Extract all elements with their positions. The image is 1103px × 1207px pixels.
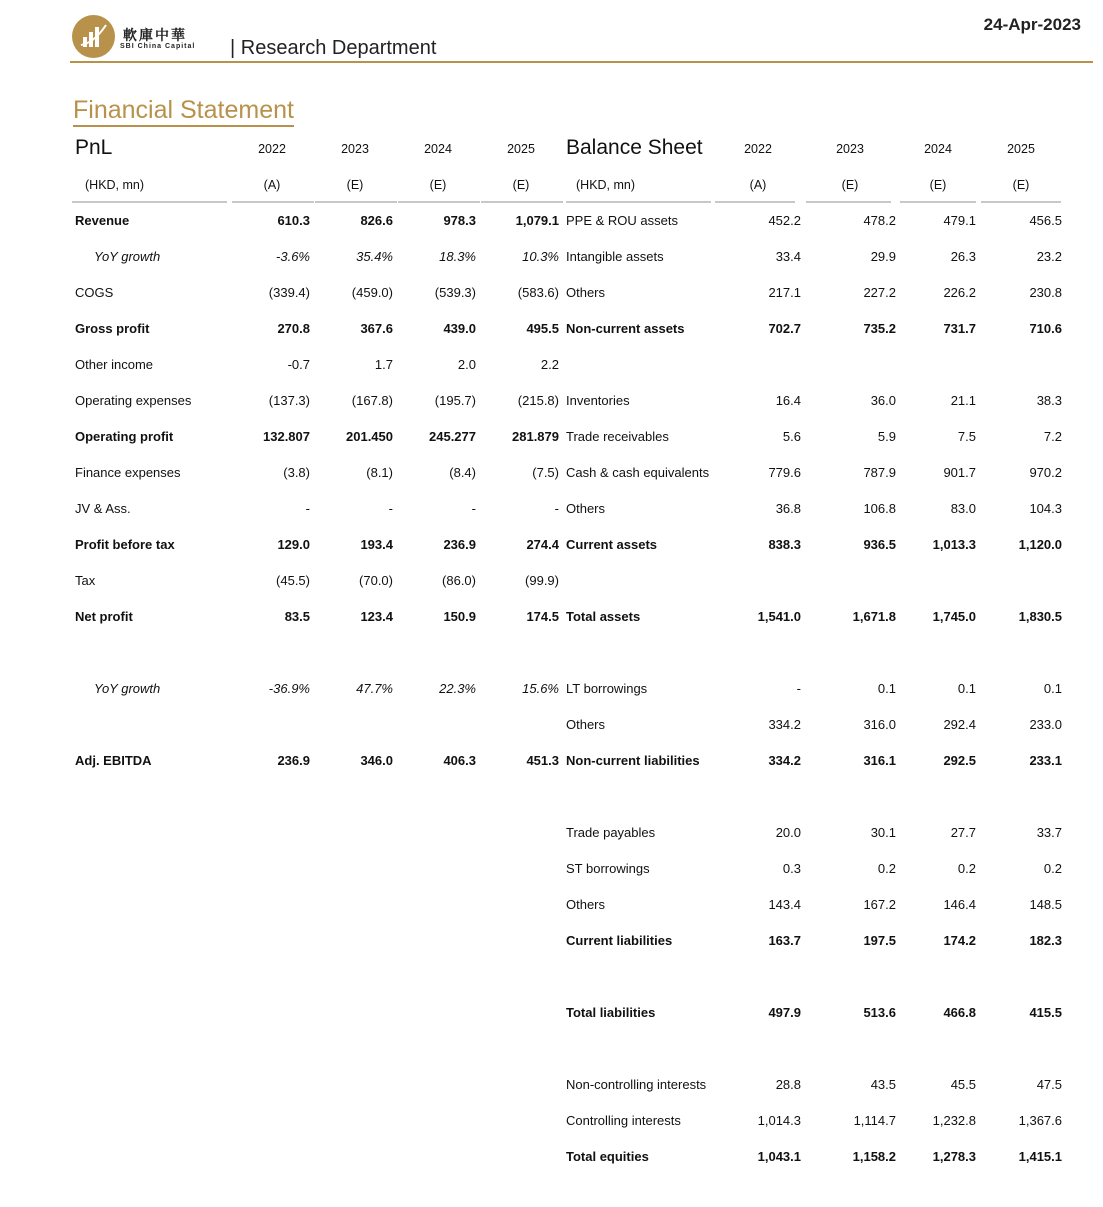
row-value: (99.9) xyxy=(525,573,559,588)
row-value: 406.3 xyxy=(443,753,476,768)
section-title: Financial Statement xyxy=(73,95,294,127)
row-value: 513.6 xyxy=(863,1005,896,1020)
row-value: 23.2 xyxy=(1036,249,1062,264)
row-value: 274.4 xyxy=(526,537,559,552)
row-value: 1,367.6 xyxy=(1018,1113,1062,1128)
table-row xyxy=(563,779,1063,815)
row-value: 7.5 xyxy=(957,429,976,444)
bs-title: Balance Sheet xyxy=(566,136,703,159)
header-divider xyxy=(70,61,1093,63)
row-value: 316.1 xyxy=(863,753,896,768)
table-row xyxy=(563,563,1063,599)
table-row xyxy=(72,527,562,563)
pnl-unit: (HKD, mn) xyxy=(85,178,145,192)
row-value: 270.8 xyxy=(277,321,310,336)
row-label: Current assets xyxy=(566,537,658,552)
row-value: 27.7 xyxy=(950,825,976,840)
row-value: 197.5 xyxy=(863,933,896,948)
row-label: PPE & ROU assets xyxy=(566,213,678,228)
row-label: Total equities xyxy=(566,1149,649,1164)
row-label: Adj. EBITDA xyxy=(75,753,152,768)
row-value: (8.4) xyxy=(449,465,476,480)
row-value: 367.6 xyxy=(360,321,393,336)
row-label: YoY growth xyxy=(94,681,161,696)
row-value: 0.1 xyxy=(1043,681,1062,696)
row-value: 901.7 xyxy=(943,465,976,480)
row-value: 22.3% xyxy=(439,681,476,696)
row-value: 0.2 xyxy=(877,861,896,876)
row-value: 456.5 xyxy=(1029,213,1062,228)
table-row xyxy=(72,275,562,311)
bs-year-header: 2024 xyxy=(924,142,952,156)
row-value: 346.0 xyxy=(360,753,393,768)
row-label: Others xyxy=(566,285,606,300)
row-value: 217.1 xyxy=(768,285,801,300)
table-row xyxy=(563,527,1063,563)
row-value: 35.4% xyxy=(356,249,393,264)
row-value: 104.3 xyxy=(1029,501,1062,516)
table-row xyxy=(563,707,1063,743)
row-value: (459.0) xyxy=(351,285,393,300)
row-value: (45.5) xyxy=(276,573,310,588)
row-value: 43.5 xyxy=(870,1077,896,1092)
table-row xyxy=(72,347,562,383)
bs-type-header: (E) xyxy=(841,178,859,192)
row-value: -0.7 xyxy=(287,357,310,372)
table-row xyxy=(563,599,1063,635)
table-row xyxy=(563,887,1063,923)
row-value: (8.1) xyxy=(366,465,393,480)
row-value: (195.7) xyxy=(434,393,476,408)
row-value: 2.2 xyxy=(540,357,559,372)
row-value: 146.4 xyxy=(943,897,976,912)
row-label: Operating expenses xyxy=(75,393,192,408)
row-label: Net profit xyxy=(75,609,133,624)
bs-type-header: (E) xyxy=(1012,178,1030,192)
bs-type-header: (E) xyxy=(929,178,947,192)
row-value: 163.7 xyxy=(768,933,801,948)
table-row xyxy=(563,239,1063,275)
table-row xyxy=(563,1139,1063,1175)
table-row xyxy=(72,419,562,455)
table-row xyxy=(563,419,1063,455)
row-value: 233.1 xyxy=(1029,753,1062,768)
row-label: Trade payables xyxy=(566,825,656,840)
row-value: 245.277 xyxy=(429,429,476,444)
row-value: 36.0 xyxy=(870,393,896,408)
table-row xyxy=(72,563,562,599)
row-value: 281.879 xyxy=(512,429,559,444)
row-label: Revenue xyxy=(75,213,130,228)
row-label: Others xyxy=(566,717,606,732)
row-value: 29.9 xyxy=(870,249,896,264)
pnl-year-header: 2024 xyxy=(424,142,452,156)
bs-unit: (HKD, mn) xyxy=(576,178,636,192)
bs-year-header: 2025 xyxy=(1007,142,1035,156)
row-value: 1,079.1 xyxy=(515,213,559,228)
pnl-type-header: (E) xyxy=(512,178,530,192)
row-label: Intangible assets xyxy=(566,249,664,264)
row-value: 123.4 xyxy=(360,609,393,624)
row-value: 2.0 xyxy=(457,357,476,372)
row-value: 452.2 xyxy=(768,213,801,228)
pnl-type-header: (E) xyxy=(429,178,447,192)
table-row xyxy=(563,635,1063,671)
row-label: Non-controlling interests xyxy=(566,1077,707,1092)
row-value: 30.1 xyxy=(870,825,896,840)
table-row xyxy=(72,491,562,527)
bs-header-row xyxy=(563,130,1063,166)
row-value: (70.0) xyxy=(359,573,393,588)
row-value: - xyxy=(388,501,393,516)
table-row xyxy=(72,599,562,635)
row-value: 466.8 xyxy=(943,1005,976,1020)
row-value: - xyxy=(554,501,559,516)
row-value: 478.2 xyxy=(863,213,896,228)
row-value: 0.3 xyxy=(782,861,801,876)
table-row xyxy=(563,1103,1063,1139)
row-value: 779.6 xyxy=(768,465,801,480)
row-value: 129.0 xyxy=(277,537,310,552)
row-value: -3.6% xyxy=(276,249,310,264)
row-value: 497.9 xyxy=(768,1005,801,1020)
row-value: (339.4) xyxy=(268,285,310,300)
row-value: (86.0) xyxy=(442,573,476,588)
row-value: 230.8 xyxy=(1029,285,1062,300)
row-label: Finance expenses xyxy=(75,465,181,480)
row-value: - xyxy=(796,681,801,696)
row-value: 201.450 xyxy=(346,429,393,444)
logo-chinese-name: 軟庫中華 xyxy=(123,28,187,44)
table-row xyxy=(563,1031,1063,1067)
row-value: 1,232.8 xyxy=(932,1113,976,1128)
row-value: 334.2 xyxy=(768,717,801,732)
row-value: 45.5 xyxy=(950,1077,976,1092)
row-value: 10.3% xyxy=(522,249,559,264)
row-value: 1,671.8 xyxy=(852,609,896,624)
row-value: - xyxy=(305,501,310,516)
row-label: Profit before tax xyxy=(75,537,175,552)
table-row xyxy=(563,923,1063,959)
row-value: 193.4 xyxy=(360,537,393,552)
row-value: 292.4 xyxy=(943,717,976,732)
row-value: 0.2 xyxy=(957,861,976,876)
table-row xyxy=(72,311,562,347)
row-label: Total liabilities xyxy=(566,1005,656,1020)
row-value: 148.5 xyxy=(1029,897,1062,912)
row-value: 38.3 xyxy=(1036,393,1062,408)
row-value: 33.7 xyxy=(1036,825,1062,840)
table-row xyxy=(72,707,562,743)
row-value: 26.3 xyxy=(950,249,976,264)
table-row xyxy=(72,743,562,779)
row-label: YoY growth xyxy=(94,249,161,264)
row-value: 1.7 xyxy=(374,357,393,372)
row-value: 334.2 xyxy=(768,753,801,768)
row-value: 495.5 xyxy=(526,321,559,336)
table-row xyxy=(563,455,1063,491)
row-value: (3.8) xyxy=(283,465,310,480)
table-row xyxy=(563,1067,1063,1103)
table-row xyxy=(563,383,1063,419)
row-value: 735.2 xyxy=(863,321,896,336)
row-value: -36.9% xyxy=(268,681,310,696)
pnl-title: PnL xyxy=(75,136,113,159)
row-value: 18.3% xyxy=(439,249,476,264)
row-label: Non-current liabilities xyxy=(566,753,700,768)
row-value: 150.9 xyxy=(443,609,476,624)
table-row xyxy=(563,311,1063,347)
row-value: 143.4 xyxy=(768,897,801,912)
table-row xyxy=(563,671,1063,707)
row-value: 787.9 xyxy=(863,465,896,480)
logo-english-name: SBI China Capital xyxy=(120,43,196,50)
table-row xyxy=(563,743,1063,779)
bs-type-header: (A) xyxy=(749,178,767,192)
row-value: 33.4 xyxy=(775,249,801,264)
row-value: 0.2 xyxy=(1043,861,1062,876)
row-value: 838.3 xyxy=(768,537,801,552)
row-value: 167.2 xyxy=(863,897,896,912)
row-value: 710.6 xyxy=(1029,321,1062,336)
row-value: 15.6% xyxy=(522,681,559,696)
table-row xyxy=(563,815,1063,851)
row-label: Current liabilities xyxy=(566,933,673,948)
row-value: 236.9 xyxy=(443,537,476,552)
row-value: 731.7 xyxy=(943,321,976,336)
table-row xyxy=(72,203,562,239)
row-value: 479.1 xyxy=(943,213,976,228)
pnl-type-header: (A) xyxy=(263,178,281,192)
row-value: 236.9 xyxy=(277,753,310,768)
row-label: Total assets xyxy=(566,609,641,624)
row-value: 1,014.3 xyxy=(757,1113,801,1128)
table-row xyxy=(563,491,1063,527)
table-row xyxy=(563,995,1063,1031)
table-row xyxy=(72,671,562,707)
table-row xyxy=(563,275,1063,311)
row-value: 1,415.1 xyxy=(1018,1149,1062,1164)
table-row xyxy=(563,347,1063,383)
row-label: Cash & cash equivalents xyxy=(566,465,710,480)
row-value: 47.7% xyxy=(356,681,393,696)
row-value: 16.4 xyxy=(775,393,801,408)
row-value: 1,278.3 xyxy=(932,1149,976,1164)
row-value: 292.5 xyxy=(943,753,976,768)
row-value: 47.5 xyxy=(1036,1077,1062,1092)
table-row xyxy=(563,959,1063,995)
row-value: 132.807 xyxy=(263,429,310,444)
table-row xyxy=(72,239,562,275)
row-value: 439.0 xyxy=(443,321,476,336)
row-label: Controlling interests xyxy=(566,1113,681,1128)
row-value: 1,013.3 xyxy=(932,537,976,552)
row-value: 106.8 xyxy=(863,501,896,516)
row-label: Gross profit xyxy=(75,321,150,336)
page-header xyxy=(0,0,1103,70)
row-label: Other income xyxy=(75,357,154,372)
row-value: 1,830.5 xyxy=(1018,609,1062,624)
table-row xyxy=(72,383,562,419)
row-value: 226.2 xyxy=(943,285,976,300)
row-value: 83.0 xyxy=(950,501,976,516)
row-value: 1,114.7 xyxy=(853,1113,896,1128)
row-label: Non-current assets xyxy=(566,321,685,336)
row-value: 20.0 xyxy=(775,825,801,840)
row-label: Inventories xyxy=(566,393,630,408)
table-row xyxy=(72,635,562,671)
row-value: 1,120.0 xyxy=(1018,537,1062,552)
report-date: 24-Apr-2023 xyxy=(983,15,1081,34)
bs-year-header: 2022 xyxy=(744,142,772,156)
row-value: 970.2 xyxy=(1029,465,1062,480)
row-label: Others xyxy=(566,897,606,912)
row-value: 174.2 xyxy=(943,933,976,948)
table-row xyxy=(72,455,562,491)
row-value: 702.7 xyxy=(768,321,801,336)
row-value: 978.3 xyxy=(443,213,476,228)
pnl-type-header: (E) xyxy=(346,178,364,192)
pnl-year-header: 2022 xyxy=(258,142,286,156)
row-value: 227.2 xyxy=(863,285,896,300)
row-value: 174.5 xyxy=(526,609,559,624)
row-value: 5.9 xyxy=(877,429,896,444)
row-label: Others xyxy=(566,501,606,516)
department-label: | Research Department xyxy=(230,37,437,59)
row-label: JV & Ass. xyxy=(75,501,131,516)
row-value: 83.5 xyxy=(284,609,310,624)
row-value: 451.3 xyxy=(526,753,559,768)
table-row xyxy=(563,851,1063,887)
row-value: 610.3 xyxy=(277,213,310,228)
row-label: LT borrowings xyxy=(566,681,648,696)
row-label: ST borrowings xyxy=(566,861,650,876)
row-value: 0.1 xyxy=(877,681,896,696)
row-value: 1,043.1 xyxy=(757,1149,801,1164)
row-value: 36.8 xyxy=(775,501,801,516)
row-value: 7.2 xyxy=(1043,429,1062,444)
row-value: 5.6 xyxy=(782,429,801,444)
pnl-header-row xyxy=(72,130,562,166)
row-value: 1,158.2 xyxy=(852,1149,896,1164)
company-logo-icon xyxy=(72,15,115,58)
row-value: 415.5 xyxy=(1029,1005,1062,1020)
pnl-unit-row xyxy=(72,166,562,202)
row-label: Tax xyxy=(75,573,96,588)
row-value: (137.3) xyxy=(268,393,310,408)
row-value: 28.8 xyxy=(775,1077,801,1092)
row-value: 936.5 xyxy=(863,537,896,552)
row-value: 316.0 xyxy=(863,717,896,732)
row-label: COGS xyxy=(75,285,114,300)
pnl-year-header: 2023 xyxy=(341,142,369,156)
row-value: 233.0 xyxy=(1029,717,1062,732)
row-value: - xyxy=(471,501,476,516)
row-value: (215.8) xyxy=(517,393,559,408)
row-value: 0.1 xyxy=(957,681,976,696)
row-value: (539.3) xyxy=(434,285,476,300)
row-value: 182.3 xyxy=(1029,933,1062,948)
pnl-year-header: 2025 xyxy=(507,142,535,156)
row-label: Operating profit xyxy=(75,429,174,444)
row-label: Trade receivables xyxy=(566,429,669,444)
row-value: (167.8) xyxy=(351,393,393,408)
bs-unit-row xyxy=(563,166,1063,202)
row-value: (583.6) xyxy=(517,285,559,300)
row-value: 21.1 xyxy=(950,393,976,408)
table-row xyxy=(563,203,1063,239)
bs-year-header: 2023 xyxy=(836,142,864,156)
row-value: 826.6 xyxy=(360,213,393,228)
row-value: 1,745.0 xyxy=(932,609,976,624)
row-value: (7.5) xyxy=(532,465,559,480)
row-value: 1,541.0 xyxy=(757,609,801,624)
